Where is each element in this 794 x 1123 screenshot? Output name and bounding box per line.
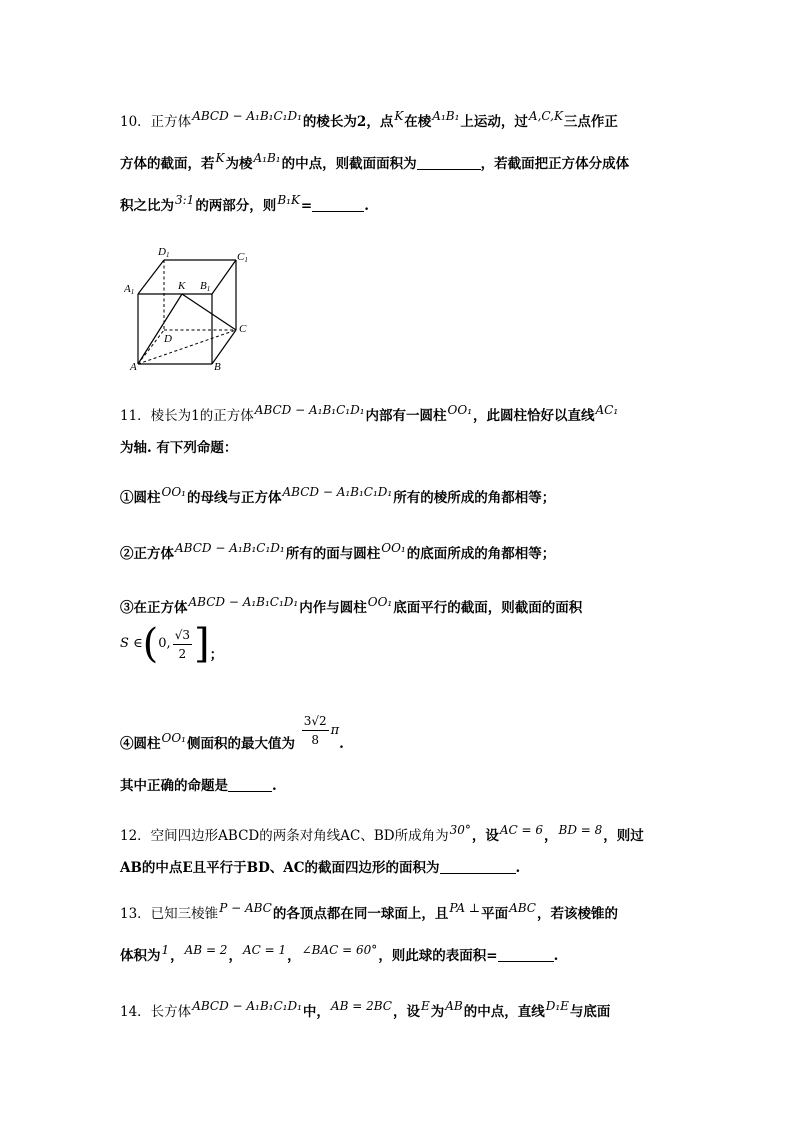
q11-answer-line: 其中正确的命题是 . [120, 778, 277, 794]
q11-prop-4: ④圆柱OO₁侧面积的最大值为 $\frac{3√2}{8}$ π . [120, 714, 344, 752]
q10-line-3: 积之比为3:1的两部分，则B₁K= . [120, 193, 369, 214]
q12-line-2: AB的中点E且平行于BD、AC的截面四边形的面积为 . [120, 860, 521, 876]
max-lateral-area: $\frac{3√2}{8}$ π [303, 714, 340, 747]
answer-blank[interactable] [312, 197, 364, 212]
q11-prop-3: ③在正方体ABCD − A₁B₁C₁D₁内作与圆柱OO₁底面平行的截面，则截面的面积 [120, 595, 583, 616]
label-C1: C1 [237, 251, 248, 264]
edge-KC [182, 294, 236, 330]
label-C: C [239, 323, 247, 335]
q11-line-2: 为轴. 有下列命题： [120, 440, 238, 456]
q11-line-1: 11．棱长为1的正方体ABCD − A₁B₁C₁D₁内部有一圆柱OO₁，此圆柱恰好以直线AC₁ [120, 403, 619, 424]
q11-prop-3-formula: S ∈ ( 0, $\frac{√3}{2}$ ] ； [120, 621, 224, 667]
edge-A1D1 [138, 260, 164, 294]
q13-line-1: 13．已知三棱锥P − ABC的各顶点都在同一球面上，且PA ⊥平面ABC，若该棱锥的 [120, 901, 618, 922]
label-A: A [130, 361, 137, 373]
answer-blank[interactable] [417, 155, 481, 170]
q14-line-1: 14．长方体ABCD − A₁B₁C₁D₁中，AB = 2BC，设E为AB的中点，直线D₁E与底面 [120, 999, 611, 1020]
edge-BC [212, 330, 236, 364]
cube-figure [124, 244, 254, 374]
q11-prop-1: ①圆柱OO₁的母线与正方体ABCD − A₁B₁C₁D₁所有的棱所成的角都相等； [120, 485, 556, 506]
edge-AK [138, 294, 182, 364]
answer-blank[interactable] [440, 859, 516, 874]
label-A1: A1 [124, 283, 135, 296]
label-B: B [214, 361, 221, 373]
q10-line-1: 10．正方体ABCD − A₁B₁C₁D₁的棱长为2，点K在棱A₁B₁上运动，过A,C,K三点作正 [120, 109, 618, 130]
q12-line-1: 12．空间四边形ABCD的两条对角线AC、BD所成角为30°，设AC = 6，BD = 8，则过 [120, 823, 644, 844]
label-D: D [164, 333, 172, 345]
answer-blank[interactable] [228, 777, 272, 792]
hidden-edge-AD [138, 330, 164, 364]
q10-line-2: 方体的截面，若K为棱A₁B₁的中点，则截面面积为 ，若截面把正方体分成体 [120, 151, 630, 172]
q13-line-2: 体积为1，AB = 2，AC = 1，∠BAC = 60°，则此球的表面积= . [120, 943, 559, 964]
label-D1: D1 [158, 246, 170, 259]
edge-B1C1 [212, 260, 236, 294]
label-B1: B1 [200, 280, 211, 293]
q11-prop-2: ②正方体ABCD − A₁B₁C₁D₁所有的面与圆柱OO₁的底面所成的角都相等； [120, 541, 556, 562]
area-interval: S ∈ ( 0, $\frac{√3}{2}$ ] [120, 621, 210, 667]
label-K: K [178, 280, 186, 292]
math-cube: ABCD − A₁B₁C₁D₁ [192, 109, 302, 123]
hidden-edge-AC [138, 330, 236, 364]
answer-blank[interactable] [498, 947, 554, 962]
